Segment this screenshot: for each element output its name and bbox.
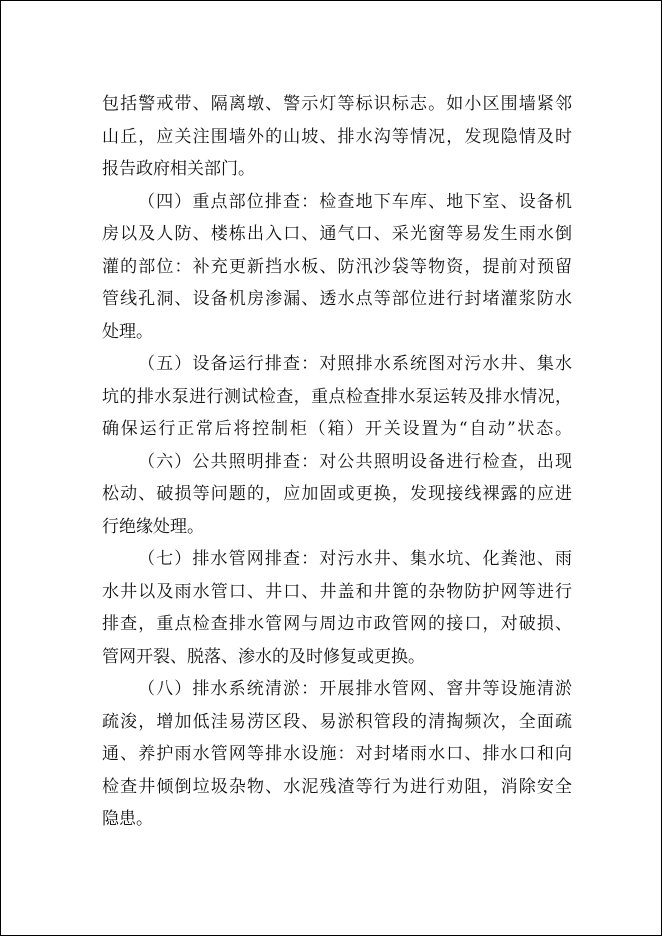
paragraph-line: （六）公共照明排查：对公共照明设备进行检查，出现 [138,451,572,472]
paragraph-line: （四）重点部位排查：检查地下车库、地下室、设备机 [138,191,572,212]
paragraph-line: 报告政府相关部门。 [102,159,255,179]
paragraph-line: 包括警戒带、隔离墩、警示灯等标识标志。如小区围墙紧邻 [102,94,572,114]
paragraph-line: 疏浚，增加低洼易涝区段、易淤积管段的清掏频次，全面疏 [102,711,572,732]
document-body [102,88,572,836]
paragraph-line: 坑的排水泵进行测试检查，重点检查排水泵运转及排水情况， [102,386,572,407]
paragraph-line: 松动、破损等问题的，应加固或更换，发现接线裸露的应进 [102,484,572,504]
paragraph-line: 山丘，应关注围墙外的山坡、排水沟等情况，发现隐情及时 [102,126,572,147]
paragraph-line: 行绝缘处理。 [102,516,204,537]
paragraph-line: 隐患。 [102,809,153,829]
paragraph-line: （七）排水管网排查：对污水井、集水坑、化粪池、雨 [138,549,572,569]
paragraph-line: 灌的部位：补充更新挡水板、防汛沙袋等物资，提前对预留 [102,256,572,277]
paragraph-line: 处理。 [102,321,153,342]
paragraph-line: 管线孔洞、设备机房渗漏、透水点等部位进行封堵灌浆防水 [102,289,572,309]
paragraph-line: 管网开裂、脱落、渗水的及时修复或更换。 [102,646,425,667]
paragraph-line: 房以及人防、楼栋出入口、通气口、采光窗等易发生雨水倒 [102,224,572,244]
paragraph-line: 水井以及雨水管口、井口、井盖和井篦的杂物防护网等进行 [102,581,572,602]
paragraph-line: 检查井倾倒垃圾杂物、水泥残渣等行为进行劝阻，消除安全 [102,776,572,797]
paragraph-line: （五）设备运行排查：对照排水系统图对污水井、集水 [138,354,572,374]
paragraph-line: 排查，重点检查排水管网与周边市政管网的接口，对破损、 [102,614,572,634]
paragraph-line: 确保运行正常后将控制柜（箱）开关设置为“自动”状态。 [102,419,572,439]
paragraph-line: （八）排水系统清淤：开展排水管网、窨井等设施清淤 [138,679,572,699]
paragraph-line: 通、养护雨水管网等排水设施：对封堵雨水口、排水口和向 [102,744,572,764]
